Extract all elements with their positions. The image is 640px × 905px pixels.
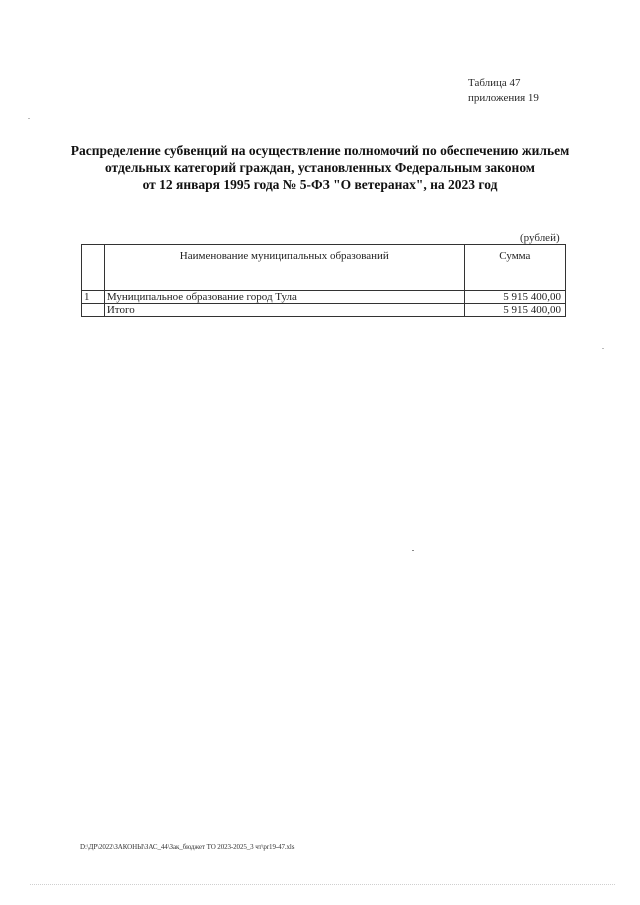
table-header-row (82, 245, 566, 291)
row-number: 1 (82, 291, 105, 304)
total-label: Итого (104, 304, 464, 317)
total-number (82, 304, 105, 317)
table-number: Таблица 47 (468, 77, 521, 89)
scan-speck (28, 118, 30, 119)
appendix-number: приложения 19 (468, 92, 539, 104)
title-line-2: отдельных категорий граждан, установленных Федеральным законом (104, 160, 536, 175)
file-path-footer: D:\ДР\2022\ЗАКОНЫ\ЗАС_44\Зак_бюджет ТО 2023-2025_3 чт\pr19-47.xls (80, 843, 295, 851)
header-number (82, 245, 105, 291)
distribution-table (81, 244, 566, 317)
total-amount: 5 915 400,00 (464, 304, 565, 317)
table-row (82, 291, 566, 304)
title-line-3: от 12 января 1995 года № 5-ФЗ "О ветеранах", на 2023 год (142, 177, 498, 192)
scan-speck (602, 348, 604, 349)
units-label: (рублей) (520, 232, 560, 244)
title-line-1: Распределение субвенций на осуществление полномочий по обеспечению жильем (70, 143, 570, 158)
header-amount: Сумма (464, 245, 565, 291)
header-municipality: Наименование муниципальных образований (104, 245, 464, 291)
table-reference (468, 76, 539, 106)
document-title (60, 142, 580, 193)
scan-edge-line (30, 884, 615, 885)
scan-speck (412, 550, 414, 551)
table-total-row (82, 304, 566, 317)
row-amount: 5 915 400,00 (464, 291, 565, 304)
row-municipality: Муниципальное образование город Тула (104, 291, 464, 304)
